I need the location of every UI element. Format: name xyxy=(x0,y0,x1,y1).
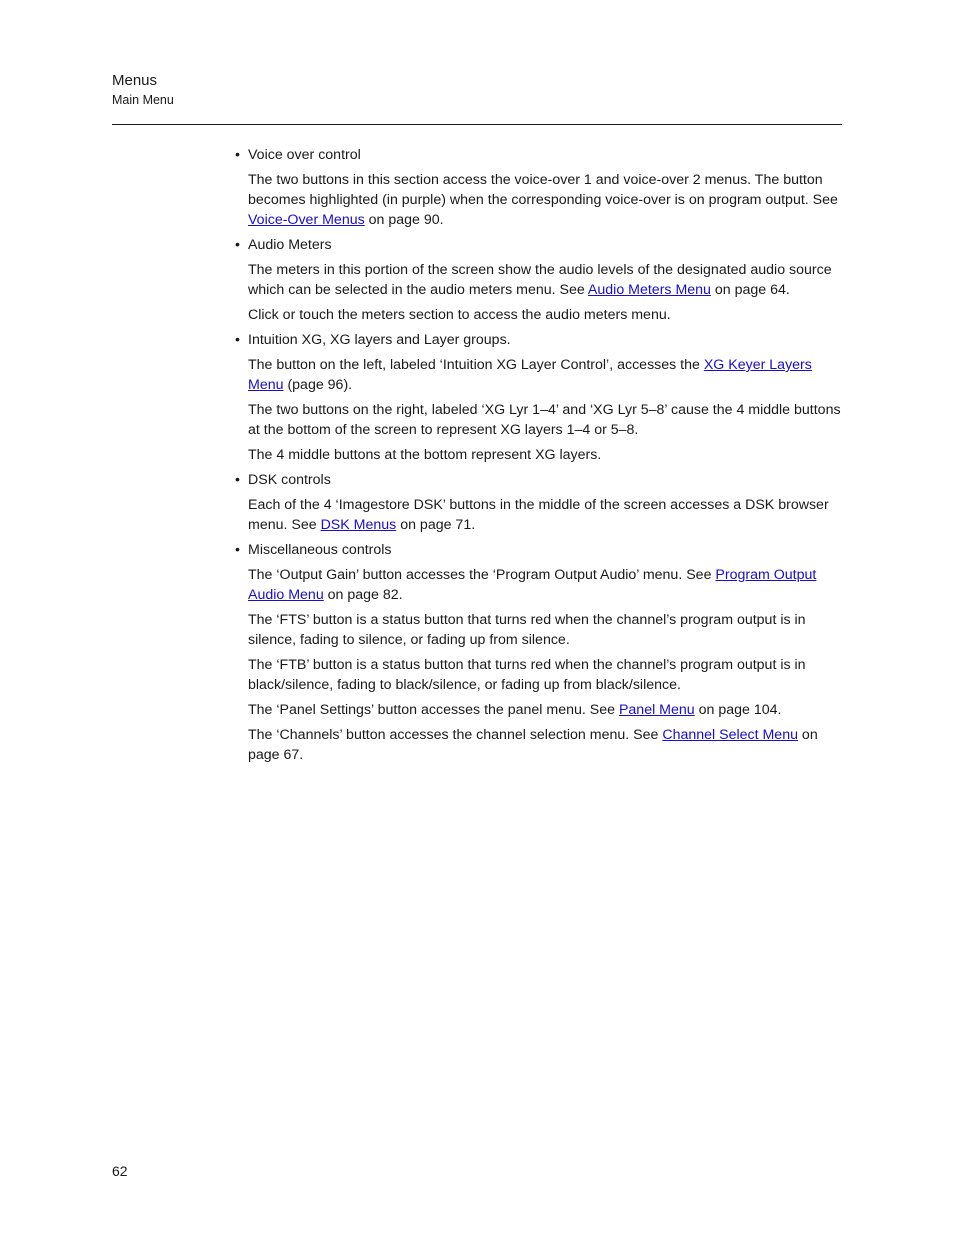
text: The ‘Output Gain’ button accesses the ‘Program Output Audio’ menu. See xyxy=(248,567,716,583)
text: on page 104. xyxy=(694,702,782,718)
paragraph: The 4 middle buttons at the bottom represent XG layers. xyxy=(248,447,602,463)
bullet-dot: • xyxy=(235,147,240,163)
paragraph xyxy=(248,565,842,605)
bullet-audio-meters xyxy=(234,235,842,255)
bullet-dot: • xyxy=(235,542,240,558)
bullet-label: DSK controls xyxy=(248,472,331,488)
bullet-miscellaneous xyxy=(234,540,842,560)
bullet-dot: • xyxy=(235,472,240,488)
text: (page 96). xyxy=(283,377,353,393)
link-audio-meters-menu[interactable]: Audio Meters Menu xyxy=(587,282,711,298)
bullet-label: Voice over control xyxy=(248,147,361,163)
text: on page 90. xyxy=(364,212,444,228)
link-program-output-audio-menu[interactable]: Program Output Audio Menu xyxy=(248,567,817,603)
chapter-title: Menus xyxy=(112,72,158,89)
text: Each of the 4 ‘Imagestore DSK’ buttons in the middle of the screen accesses a DSK browser menu. See xyxy=(248,497,829,533)
page-number: 62 xyxy=(112,1163,128,1179)
paragraph: The ‘FTB’ button is a status button that turns red when the channel’s program output is in black/silence, fading to black/silence, or fading up from black/silence. xyxy=(248,657,806,693)
link-voice-over-menus[interactable]: Voice-Over Menus xyxy=(248,212,365,228)
paragraph xyxy=(248,355,842,395)
bullet-label: Intuition XG, XG layers and Layer groups. xyxy=(248,332,511,348)
paragraph xyxy=(248,725,842,765)
bullet-label: Audio Meters xyxy=(248,237,332,253)
main-content xyxy=(234,145,842,770)
text: on page 67. xyxy=(248,727,818,763)
text: The meters in this portion of the screen show the audio levels of the designated audio source which can be selected in the audio meters menu. See xyxy=(248,262,832,298)
bullet-dsk-controls xyxy=(234,470,842,490)
bullet-label: Miscellaneous controls xyxy=(248,542,392,558)
bullet-voice-over xyxy=(234,145,842,165)
text: on page 64. xyxy=(710,282,790,298)
paragraph xyxy=(248,700,842,720)
bullet-dot: • xyxy=(235,332,240,348)
bullet-dot: • xyxy=(235,237,240,253)
text: The button on the left, labeled ‘Intuition XG Layer Control’, accesses the xyxy=(248,357,704,373)
text: on page 82. xyxy=(323,587,403,603)
paragraph: The two buttons on the right, labeled ‘XG Lyr 1–4’ and ‘XG Lyr 5–8’ cause the 4 middle buttons at the bottom of the screen to represent XG layers 1–4 or 5–8. xyxy=(248,402,841,438)
link-panel-menu[interactable]: Panel Menu xyxy=(618,702,695,718)
bullet-intuition-xg xyxy=(234,330,842,350)
paragraph xyxy=(248,260,842,300)
paragraph: The ‘FTS’ button is a status button that turns red when the channel’s program output is in silence, fading to silence, or fading up from silence. xyxy=(248,612,806,648)
text: on page 71. xyxy=(396,517,476,533)
paragraph xyxy=(248,170,842,230)
link-dsk-menus[interactable]: DSK Menus xyxy=(320,517,397,533)
header-rule xyxy=(112,124,842,125)
text: The two buttons in this section access the voice-over 1 and voice-over 2 menus. The button becomes highlighted (in purple) when the corresponding voice-over is on program output. See xyxy=(248,172,838,208)
running-header xyxy=(112,71,174,108)
text: The ‘Channels’ button accesses the channel selection menu. See xyxy=(248,727,663,743)
link-xg-keyer-layers-menu[interactable]: XG Keyer Layers Menu xyxy=(248,357,812,393)
section-title: Main Menu xyxy=(112,93,174,107)
paragraph: Click or touch the meters section to access the audio meters menu. xyxy=(248,307,671,323)
link-channel-select-menu[interactable]: Channel Select Menu xyxy=(662,727,798,743)
text: The ‘Panel Settings’ button accesses the panel menu. See xyxy=(248,702,619,718)
paragraph xyxy=(248,495,842,535)
